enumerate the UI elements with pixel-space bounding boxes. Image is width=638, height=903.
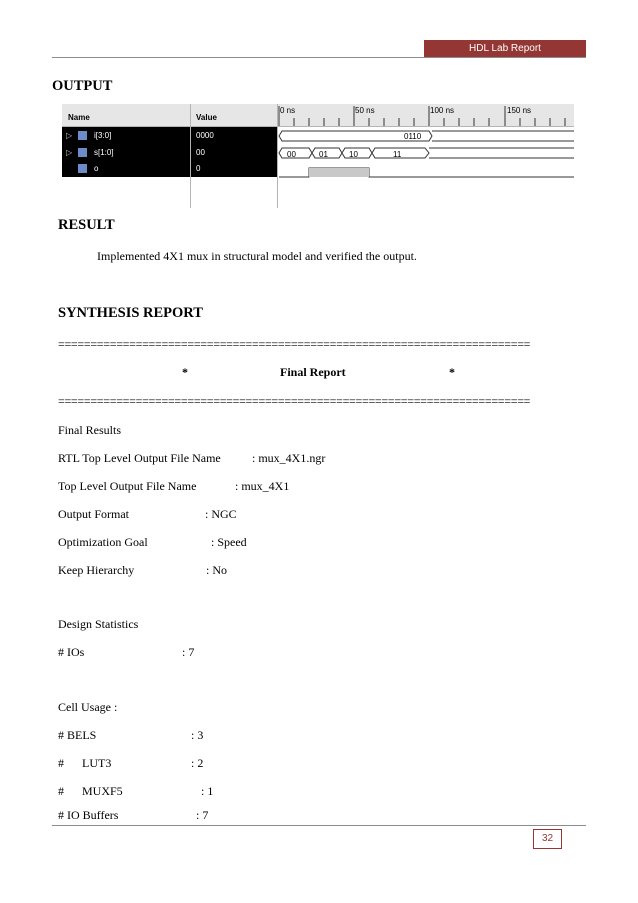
bus-signal-icon xyxy=(78,131,87,140)
report-line-label: # MUXF5 xyxy=(58,784,123,798)
report-line-label: Keep Hierarchy xyxy=(58,563,135,577)
time-label: 150 ns xyxy=(507,106,532,115)
signal-name[interactable]: i[3:0] xyxy=(94,131,112,140)
wire-signal-icon xyxy=(78,164,87,173)
report-line-label: # IO Buffers xyxy=(58,808,119,822)
name-column-header: Name xyxy=(68,113,90,122)
bus-segment-label: 01 xyxy=(319,150,328,159)
report-line-label: # IOs xyxy=(58,645,85,659)
result-text: Implemented 4X1 mux in structural model and verified the output. xyxy=(97,249,417,263)
report-line-label: Top Level Output File Name xyxy=(58,479,197,493)
expand-arrow-icon[interactable]: ▷ xyxy=(66,131,73,140)
report-line-label: Final Results xyxy=(58,423,122,437)
time-ticks xyxy=(278,104,574,126)
separator-line: ========================================================================= xyxy=(58,337,531,351)
report-line-label: # BELS xyxy=(58,728,97,742)
report-line-value: : mux_4X1 xyxy=(235,479,290,493)
expand-arrow-icon[interactable]: ▷ xyxy=(66,148,73,157)
separator-line: ========================================================================= xyxy=(58,394,531,408)
time-label: 50 ns xyxy=(355,106,375,115)
report-line-label: Output Format xyxy=(58,507,129,521)
report-line-label: Optimization Goal xyxy=(58,535,148,549)
report-line-value: : NGC xyxy=(205,507,237,521)
report-line-value: : 3 xyxy=(191,728,204,742)
time-label: 100 ns xyxy=(430,106,455,115)
banner-star-left: * xyxy=(182,365,188,379)
report-line-label: Cell Usage : xyxy=(58,700,118,714)
report-line-value: : 7 xyxy=(196,808,209,822)
report-line-value: : mux_4X1.ngr xyxy=(252,451,326,465)
bus-segment-label: 00 xyxy=(287,150,296,159)
bus-segment-label: 10 xyxy=(349,150,358,159)
bus-segment-label: 11 xyxy=(393,150,402,159)
signal-name[interactable]: o xyxy=(94,164,99,173)
synthesis-heading: SYNTHESIS REPORT xyxy=(58,305,203,321)
footer-divider xyxy=(52,825,586,826)
signal-value: 00 xyxy=(196,148,205,157)
bus-value-label: 0110 xyxy=(404,132,422,141)
waveform-viewer xyxy=(62,104,574,208)
result-heading: RESULT xyxy=(58,217,115,233)
signal-value: 0 xyxy=(196,164,201,173)
signal-value: 0000 xyxy=(196,131,214,140)
output-heading: OUTPUT xyxy=(52,78,113,94)
header-divider xyxy=(52,57,586,58)
report-line-value: : 1 xyxy=(201,784,214,798)
value-column-header: Value xyxy=(196,113,217,122)
bus-signal-icon xyxy=(78,148,87,157)
report-line-label: # LUT3 xyxy=(58,756,112,770)
signal-name[interactable]: s[1:0] xyxy=(94,148,114,157)
time-ruler xyxy=(278,104,574,126)
report-header-tag: HDL Lab Report xyxy=(424,40,586,57)
page-number: 32 xyxy=(533,829,562,849)
banner-star-right: * xyxy=(449,365,455,379)
report-line-value: : 7 xyxy=(182,645,195,659)
report-line-label: RTL Top Level Output File Name xyxy=(58,451,221,465)
report-line-label: Design Statistics xyxy=(58,617,139,631)
time-label: 0 ns xyxy=(280,106,296,115)
banner-title: Final Report xyxy=(280,365,346,379)
report-line-value: : 2 xyxy=(191,756,204,770)
report-line-value: : No xyxy=(206,563,227,577)
report-line-value: : Speed xyxy=(211,535,247,549)
